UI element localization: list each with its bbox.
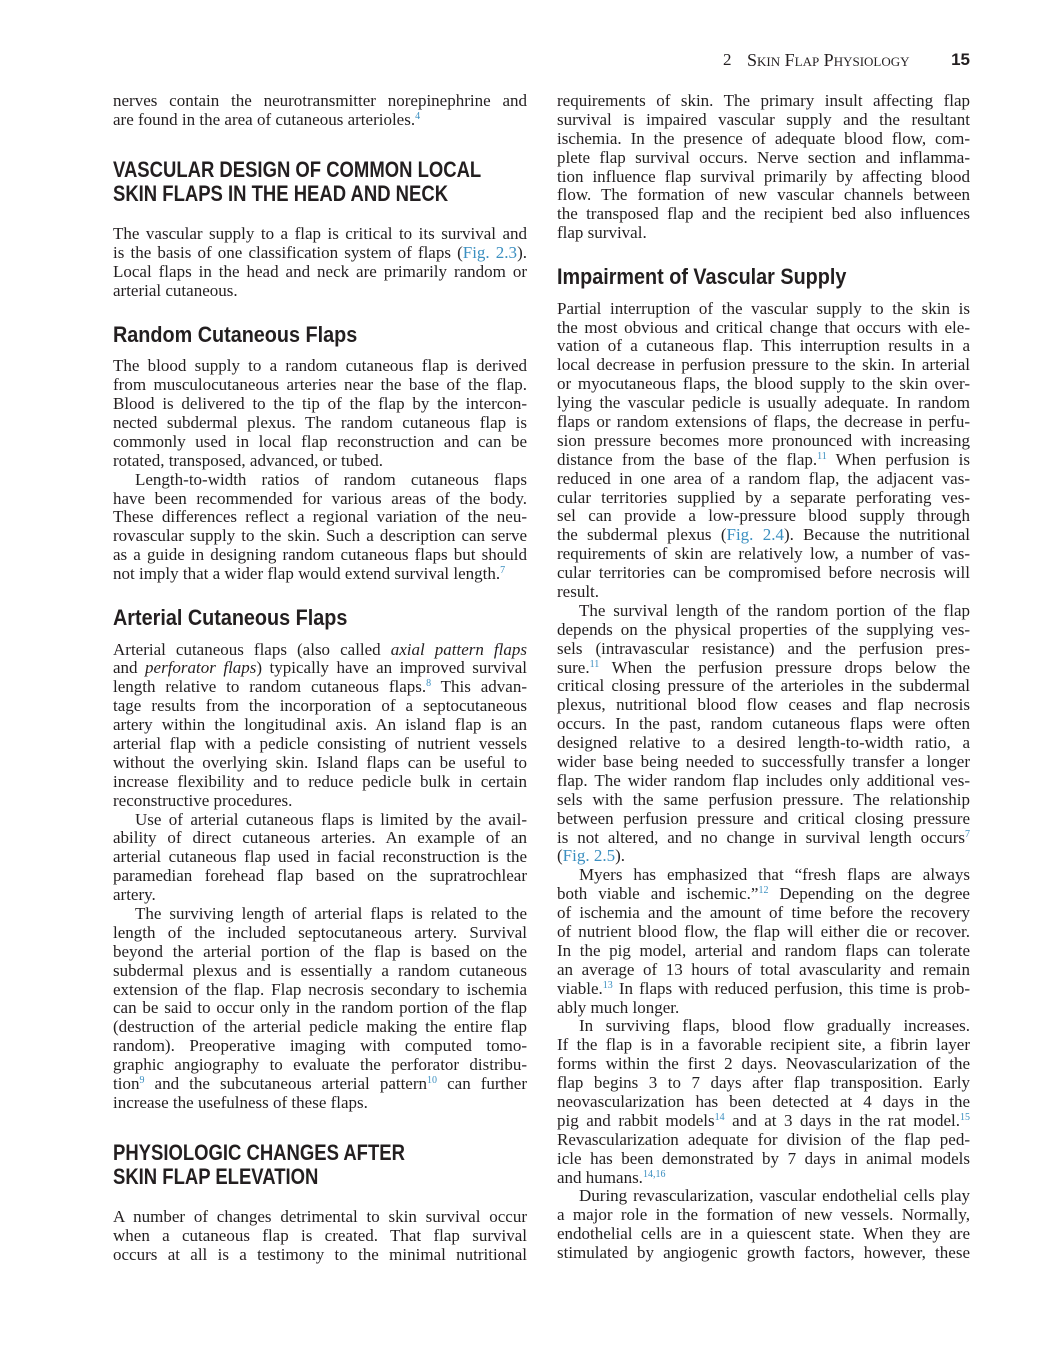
text-line (557, 470, 970, 489)
reference-citation[interactable]: 8 (426, 678, 432, 690)
text-run: ischemia. In the presence of adequate blood flow, com- (557, 128, 970, 148)
text-line (557, 829, 970, 848)
text-line (557, 168, 970, 187)
paragraph (113, 1208, 527, 1265)
text-line (113, 471, 527, 490)
text-run: (destruction of the arterial pedicle making the entire flap (113, 1017, 527, 1037)
text-run: Myers has emphasized that “fresh flaps are always (579, 865, 970, 885)
text-line (557, 1093, 970, 1112)
text-line (557, 734, 970, 753)
text-line (557, 111, 970, 130)
text-line (557, 1131, 970, 1150)
text-line (113, 376, 527, 395)
text-line (557, 1055, 970, 1074)
text-run: The survival length of the random portion of the flap (579, 600, 970, 620)
running-title: Skin Flap Physiology (747, 50, 910, 70)
text-line (113, 395, 527, 414)
text-run: forms within the first 2 days. Neovascularization of the (557, 1054, 970, 1074)
text-run: When perfusion is (826, 449, 970, 469)
text-line (113, 659, 527, 678)
page-number: 15 (951, 50, 970, 69)
subsection-heading: Arterial Cutaneous Flaps (113, 605, 348, 631)
text-line (557, 149, 970, 168)
text-line (113, 565, 527, 584)
text-run: from musculocutaneous arteries near the base of the flap. (113, 375, 527, 395)
text-line (557, 394, 970, 413)
text-line (557, 489, 970, 508)
text-run: ably much longer. (557, 997, 680, 1017)
text-line (557, 1036, 970, 1055)
text-run: ). (615, 846, 626, 866)
reference-citation[interactable]: 7 (500, 565, 506, 577)
text-run: flap begins 3 to 7 days after flap transposition. Early (557, 1073, 970, 1093)
section-heading-line: SKIN FLAPS IN THE HEAD AND NECK (113, 181, 449, 207)
paragraph (113, 641, 527, 811)
text-run: sels with the same perfusion pressure. The relationship (557, 789, 970, 809)
text-run: This advan- (431, 677, 527, 697)
paragraph (113, 811, 527, 905)
section-heading-line: SKIN FLAP ELEVATION (113, 1164, 319, 1190)
text-run: These differences reflect a regional variation of the neu- (113, 507, 527, 527)
text-run: Partial interruption of the vascular supply to the skin is (557, 298, 970, 318)
text-line (113, 773, 527, 792)
text-run: Use of arterial cutaneous flaps is limited by the avail- (135, 809, 527, 829)
text-run: Arterial cutaneous flaps (also called (113, 639, 391, 659)
text-line (113, 263, 527, 282)
text-run: ability of direct cutaneous arteries. An example of an (113, 828, 527, 848)
text-line (557, 621, 970, 640)
text-line (113, 697, 527, 716)
text-run: arterial cutaneous flap used in facial reconstruction is the (113, 847, 527, 867)
text-line (113, 1246, 527, 1265)
text-run: critical closing pressure of the arterioles in the subdermal (557, 676, 970, 696)
paragraph (113, 225, 527, 301)
text-line (113, 508, 527, 527)
paragraph (113, 92, 527, 130)
text-run: flow. The formation of new vascular channels between (557, 185, 970, 205)
text-run: flaps or random extensions of flaps, the decrease in perfu- (557, 411, 970, 431)
italic-term: axial pattern flaps (390, 639, 527, 659)
text-line (113, 792, 527, 811)
text-line (113, 225, 527, 244)
text-run: result. (557, 581, 600, 601)
text-line (557, 337, 970, 356)
text-run: designed relative to a desired length-to-width ratio, a (557, 733, 970, 753)
text-run: plete flap survival occurs. Nerve section and inflamma- (557, 147, 970, 167)
text-run: increase flexibility and to reduce pedicle bulk in certain (113, 771, 527, 791)
text-run: not imply that a wider flap would extend survival length. (113, 564, 501, 584)
paragraph (113, 905, 527, 1113)
text-line (113, 1208, 527, 1227)
text-line (113, 546, 527, 565)
text-line (557, 942, 970, 961)
text-line (557, 999, 970, 1018)
text-run: vation of a cutaneous flap. This interruption results in a (557, 336, 970, 356)
text-line (557, 130, 970, 149)
text-line (113, 943, 527, 962)
text-run: pig and rabbit models (557, 1110, 715, 1130)
text-run: occurs at all is a testimony to the minimal nutritional (113, 1245, 527, 1265)
text-run: arterial flap with a pedicle consisting of nutrient vessels (113, 733, 527, 753)
text-line (113, 716, 527, 735)
text-run: During revascularization, vascular endothelial cells play (579, 1186, 970, 1206)
text-run: rotated, transposed, advanced, or tubed. (113, 450, 384, 470)
reference-citation[interactable]: 14,16 (642, 1168, 666, 1180)
section-heading-line: PHYSIOLOGIC CHANGES AFTER (113, 1140, 405, 1166)
text-run: ). Because the nutritional (783, 525, 970, 545)
text-line (557, 923, 970, 942)
figure-link[interactable]: Fig. 2.3 (462, 243, 518, 263)
paragraph (557, 1187, 970, 1263)
text-line (557, 205, 970, 224)
text-run: sure. (557, 657, 590, 677)
text-line (113, 244, 527, 263)
text-line (557, 1225, 970, 1244)
text-line (113, 999, 527, 1018)
text-run: of nutrient blood flow, the flap will either die or recover. (557, 922, 970, 942)
text-line (557, 640, 970, 659)
text-run: Blood is delivered to the tip of the flap by the intercon- (113, 394, 527, 414)
reference-citation[interactable]: 4 (415, 110, 421, 122)
chapter-number: 2 (723, 50, 732, 69)
text-run: have been recommended for various areas of the body. (113, 488, 527, 508)
reference-citation[interactable]: 7 (965, 828, 970, 840)
text-run: rovascular supply to the skin. Such a description can serve (113, 526, 527, 546)
text-line (557, 715, 970, 734)
reference-citation[interactable]: 14 (714, 1111, 725, 1123)
text-line (113, 433, 527, 452)
text-line (557, 583, 970, 602)
text-line (113, 962, 527, 981)
text-line (113, 678, 527, 697)
text-run: distance from the base of the flap. (557, 449, 818, 469)
text-run: and humans. (557, 1167, 643, 1187)
text-run: If the flap is in a favorable recipient site, a fibrin layer (557, 1035, 970, 1055)
reference-citation[interactable]: 10 (427, 1075, 438, 1087)
text-run: length of the included septocutaneous artery. Survival (113, 922, 527, 942)
text-run: paramedian forehead flap based on the supratrochlear (113, 866, 527, 886)
text-run: tion (113, 1074, 140, 1094)
text-run: sels (intravascular resistance) and the perfusion pres- (557, 638, 970, 658)
text-run: the subdermal plexus ( (557, 525, 727, 545)
text-run: nerves contain the neurotransmitter norepinephrine and (113, 91, 527, 110)
text-run: Length-to-width ratios of random cutaneous flaps (135, 469, 527, 489)
text-run: flap survival. (557, 223, 647, 243)
text-line (113, 641, 527, 660)
text-line (113, 848, 527, 867)
text-line (557, 677, 970, 696)
text-run: as a guide in designing random cutaneous flaps but should (113, 545, 527, 565)
text-line (557, 753, 970, 772)
text-run: ( (557, 846, 563, 866)
text-line (113, 735, 527, 754)
text-line (113, 905, 527, 924)
running-header (0, 50, 1052, 70)
text-line (557, 696, 970, 715)
reference-citation[interactable]: 12 (758, 885, 769, 897)
text-line (113, 1056, 527, 1075)
text-run: lying the vascular pedicle is usually adequate. In random (557, 393, 970, 413)
paragraph (557, 300, 970, 602)
text-run: The vascular supply to a flap is critical to its survival and (113, 224, 527, 244)
text-run: between perfusion pressure and critical closing pressure (557, 808, 970, 828)
text-run: increase the usefulness of these flaps. (113, 1092, 368, 1112)
text-run: The blood supply to a random cutaneous flap is derived (113, 356, 527, 376)
text-run: Depending on the degree (768, 884, 970, 904)
text-run: In flaps with reduced perfusion, this time is prob- (612, 978, 970, 998)
text-run: sion pressure becomes more pronounced with increasing (557, 430, 970, 450)
text-run: tion influence flap survival primarily by affecting blood (557, 166, 970, 186)
text-line (113, 1018, 527, 1037)
text-run: neovascularization has been detected at 4 days in the (557, 1092, 970, 1112)
text-run: the most obvious and critical change that occurs with ele- (557, 317, 970, 337)
text-line (557, 1244, 970, 1263)
text-line (557, 810, 970, 829)
text-line (557, 772, 970, 791)
text-line (557, 300, 970, 319)
figure-link[interactable]: Fig. 2.5 (562, 846, 616, 866)
text-run: and (113, 658, 146, 678)
text-line (557, 1017, 970, 1036)
text-line (557, 92, 970, 111)
italic-term: perforator flaps (145, 658, 257, 678)
text-line (113, 829, 527, 848)
text-line (113, 1094, 527, 1113)
text-line (113, 414, 527, 433)
text-line (557, 356, 970, 375)
text-line (557, 507, 970, 526)
reference-citation[interactable]: 11 (589, 658, 600, 670)
text-run: and the subcutaneous arterial pattern (144, 1074, 428, 1094)
text-line (557, 1150, 970, 1169)
text-line (557, 847, 970, 866)
text-run: In the pig model, arterial and random flaps can tolerate (557, 940, 970, 960)
text-run: requirements of skin. The primary insult affecting flap (557, 91, 970, 110)
text-line (557, 1169, 970, 1188)
text-line (113, 1227, 527, 1246)
text-run: are found in the area of cutaneous arterioles. (113, 109, 416, 129)
text-run: of ischemia and the amount of time before the recovery (557, 903, 970, 923)
text-line (557, 659, 970, 678)
text-line (557, 545, 970, 564)
text-line (557, 1074, 970, 1093)
text-run: nected subdermal plexus. The random cutaneous flap is (113, 413, 527, 433)
text-run: arterial cutaneous. (113, 280, 238, 300)
subsection-heading: Random Cutaneous Flaps (113, 321, 358, 347)
text-run: When the perfusion pressure drops below the (599, 657, 970, 677)
figure-link[interactable]: Fig. 2.4 (726, 525, 784, 545)
text-run: occurs. In the past, random cutaneous flaps were often (557, 714, 970, 734)
text-line (557, 961, 970, 980)
text-line (557, 1206, 970, 1225)
text-run: cular territories can be compromised before necrosis will (557, 563, 970, 583)
text-line (557, 866, 970, 885)
text-line (557, 186, 970, 205)
text-run: reconstructive procedures. (113, 790, 293, 810)
text-run: local decrease in perfusion pressure to the skin. In arterial (557, 355, 970, 375)
text-run: tage results from the incorporation of a septocutaneous (113, 696, 527, 716)
section-heading (113, 1141, 527, 1189)
text-line (557, 224, 970, 243)
text-run: length relative to random cutaneous flaps. (113, 677, 427, 697)
section-heading (113, 158, 527, 206)
text-run: can be said to occur only in the random portion of the flap (113, 998, 527, 1018)
text-run: graphic angiography to evaluate the perforator distribu- (113, 1055, 527, 1075)
text-line (113, 527, 527, 546)
text-run: when a cutaneous flap is created. That flap survival (113, 1226, 527, 1246)
text-run: without the overlying skin. Island flaps can be useful to (113, 752, 527, 772)
right-text-column (557, 92, 970, 1263)
text-line (113, 811, 527, 830)
text-run: flap. The wider random flap includes only additional ves- (557, 770, 970, 790)
text-line (113, 867, 527, 886)
text-run: sel can provide a low-pressure blood supply through (557, 506, 970, 526)
text-line (557, 413, 970, 432)
text-run: Local flaps in the head and neck are primarily random or (113, 262, 527, 282)
reference-citation[interactable]: 15 (960, 1111, 971, 1123)
text-line (557, 791, 970, 810)
paragraph (557, 602, 970, 866)
text-line (113, 92, 527, 111)
text-run: extension of the flap. Flap necrosis secondary to ischemia (113, 979, 527, 999)
text-line (113, 754, 527, 773)
text-line (557, 451, 970, 470)
text-run: artery within the longitudinal axis. An island flap is an (113, 715, 527, 735)
text-line (557, 526, 970, 545)
text-line (113, 357, 527, 376)
text-run: reduced in one area of a random flap, the adjacent vas- (557, 468, 970, 488)
text-run: icle has been demonstrated by 7 days in animal models (557, 1148, 970, 1168)
text-line (557, 980, 970, 999)
text-line (113, 886, 527, 905)
paragraph (557, 866, 970, 1017)
text-run: and at 3 days in the rat model. (724, 1110, 961, 1130)
text-run: wider base being needed to successfully transfer a longer (557, 752, 970, 771)
text-run: an average of 13 hours of total avascularity and remain (557, 959, 970, 979)
text-line (557, 319, 970, 338)
text-run: cular territories supplied by a separate perforating ves- (557, 487, 970, 507)
text-line (113, 490, 527, 509)
text-run: Revascularization adequate for division of the flap ped- (557, 1129, 970, 1149)
text-run: endothelial cells are in a quiescent state. When they are (557, 1224, 970, 1244)
text-run: subdermal plexus and is essentially a random cutaneous (113, 960, 527, 980)
text-run: commonly used in local flap reconstruction and can be (113, 431, 527, 451)
text-run: artery. (113, 885, 156, 905)
text-line (113, 1075, 527, 1094)
paragraph (113, 357, 527, 470)
text-line (113, 981, 527, 1000)
text-run: beyond the arterial portion of the flap is based on the (113, 941, 527, 961)
text-run: both viable and ischemic.” (557, 884, 759, 904)
text-run: a major role in the formation of new vessels. Normally, (557, 1205, 970, 1225)
text-run: can further (437, 1074, 528, 1094)
text-line (557, 564, 970, 583)
reference-citation[interactable]: 13 (602, 979, 613, 991)
text-run: plexus, nutritional blood flow ceases and flap necrosis (557, 695, 970, 715)
text-run: ). (517, 243, 527, 263)
text-line (557, 904, 970, 923)
text-line (113, 924, 527, 943)
text-run: or myocutaneous flaps, the blood supply to the skin over- (557, 374, 970, 394)
paragraph (557, 1017, 970, 1187)
text-line (113, 111, 527, 130)
text-run: is the basis of one classification system of flaps ( (113, 243, 463, 263)
reference-citation[interactable]: 11 (817, 450, 827, 462)
left-text-column (113, 92, 527, 1265)
text-run: ) typically have an improved survival (256, 658, 528, 678)
text-run: The surviving length of arterial flaps is related to the (135, 904, 527, 923)
text-run: survival is impaired vascular supply and the resultant (557, 109, 970, 129)
reference-citation[interactable]: 9 (139, 1075, 145, 1087)
paragraph (557, 92, 970, 243)
text-run: random). Preoperative imaging with computed tomo- (113, 1036, 527, 1056)
text-line (557, 602, 970, 621)
text-line (113, 452, 527, 471)
text-run: is not altered, and no change in survival length occurs (557, 827, 965, 847)
text-run: depends on the physical properties of the supplying ves- (557, 619, 970, 639)
text-line (557, 375, 970, 394)
text-run: In surviving flaps, blood flow gradually increases. (579, 1016, 970, 1036)
text-run: stimulated by angiogenic growth factors, however, these (557, 1243, 970, 1263)
text-run: the transposed flap and the recipient bed also influences (557, 204, 970, 224)
text-run: requirements of skin are relatively low, a number of vas- (557, 544, 970, 564)
text-run: A number of changes detrimental to skin survival occur (113, 1207, 527, 1227)
text-line (113, 282, 527, 301)
text-line (557, 1112, 970, 1131)
text-line (557, 885, 970, 904)
section-heading-line: VASCULAR DESIGN OF COMMON LOCAL (113, 157, 482, 183)
subsection-heading: Impairment of Vascular Supply (557, 264, 847, 290)
text-line (557, 432, 970, 451)
text-line (557, 1187, 970, 1206)
text-line (113, 1037, 527, 1056)
paragraph (113, 471, 527, 584)
text-run: viable. (557, 978, 603, 998)
